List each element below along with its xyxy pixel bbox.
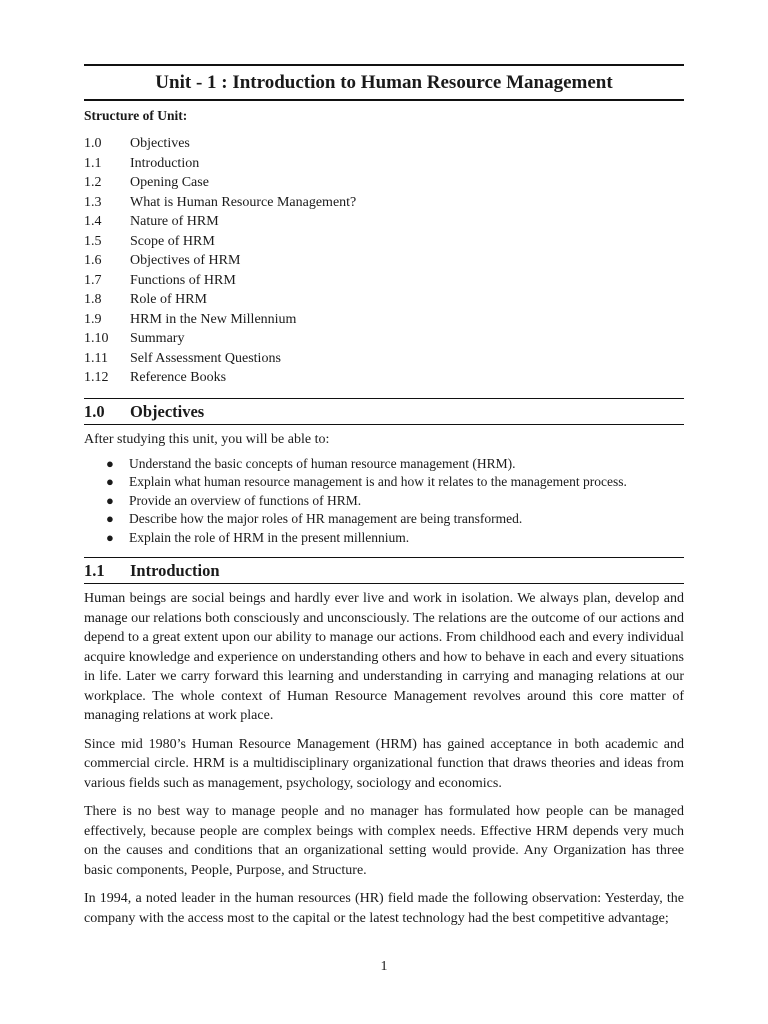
list-item <box>106 455 684 474</box>
list-item <box>106 510 684 529</box>
toc-number: 1.5 <box>84 233 102 249</box>
introduction-bottom-rule <box>84 583 684 584</box>
toc-label: Summary <box>130 331 185 346</box>
toc-item <box>84 310 684 330</box>
toc-label: Reference Books <box>130 370 227 385</box>
section-title: Objectives <box>130 401 205 421</box>
bullet-text: Understand the basic concepts of human resource management (HRM). <box>129 455 516 471</box>
objectives-list <box>106 455 684 548</box>
bullet-icon: ● <box>106 492 114 508</box>
bullet-icon: ● <box>106 529 114 545</box>
toc-number: 1.10 <box>84 331 109 346</box>
toc-item <box>84 349 684 369</box>
page-number: 1 <box>380 959 388 974</box>
toc-item <box>84 154 684 174</box>
toc-item <box>84 251 684 271</box>
section-title: Introduction <box>130 561 220 580</box>
toc-item <box>84 173 684 193</box>
toc-number: 1.3 <box>84 194 102 210</box>
list-item <box>106 473 684 492</box>
toc-number: 1.4 <box>84 214 102 229</box>
toc-label: Role of HRM <box>130 292 207 307</box>
bullet-text: Explain the role of HRM in the present millennium. <box>129 529 410 545</box>
objectives-bottom-rule <box>84 424 684 425</box>
section-number: 1.1 <box>84 561 105 580</box>
toc-number: 1.11 <box>84 350 108 366</box>
toc-label: Objectives of HRM <box>130 253 241 268</box>
toc-item <box>84 271 684 291</box>
toc-item <box>84 134 684 154</box>
body-paragraph: Human beings are social beings and hardly ever live and work in isolation. We always plan, develop and manage our relations both consciously and unconsciously. The relations are the outcome of our actions and depend to a great extent upon our ability to manage our actions. From childhood each and every individual acquire knowledge and experience on understanding others and how to behave in each and every situations in life. Later we carry forward this learning and understanding in carrying and managing relations at our workplace. The whole context of Human Resource Management revolves around this core matter of managing relations at work place. <box>84 591 684 723</box>
toc-label: What is Human Resource Management? <box>130 194 357 210</box>
toc-number: 1.1 <box>84 155 102 171</box>
body-paragraph: Since mid 1980’s Human Resource Management (HRM) has gained acceptance in both academic and commercial circle. HRM is a multidisciplinary organizational function that draws theories and ideas from various fields such as management, psychology, sociology and economics. <box>84 736 684 791</box>
section-number: 1.0 <box>84 401 105 421</box>
toc-item <box>84 368 684 388</box>
toc-number: 1.0 <box>84 136 102 151</box>
bullet-icon: ● <box>106 455 114 471</box>
toc-label: Introduction <box>130 155 200 171</box>
toc-number: 1.7 <box>84 272 102 288</box>
toc-number: 1.12 <box>84 370 109 385</box>
toc-item <box>84 232 684 252</box>
toc-label: Self Assessment Questions <box>130 350 281 366</box>
structure-label: Structure of Unit: <box>84 108 188 123</box>
bullet-text: Explain what human resource management is and how it relates to the management process. <box>129 474 627 489</box>
objectives-lead: After studying this unit, you will be able to: <box>84 431 330 447</box>
bullet-icon: ● <box>106 474 114 489</box>
document-page <box>84 64 684 937</box>
toc-number: 1.9 <box>84 311 102 327</box>
toc-number: 1.2 <box>84 175 102 190</box>
toc-label: Functions of HRM <box>130 272 236 288</box>
bullet-text: Describe how the major roles of HR management are being transformed. <box>129 511 523 526</box>
bullet-text: Provide an overview of functions of HRM. <box>129 492 362 508</box>
body-paragraph: In 1994, a noted leader in the human resources (HR) field made the following observation: Yesterday, the company with the access most to the capital or the latest technology had the best competitive advantage; <box>84 891 684 926</box>
list-item <box>106 492 684 511</box>
toc-number: 1.8 <box>84 292 102 307</box>
toc-item <box>84 193 684 213</box>
toc-label: HRM in the New Millennium <box>130 311 297 327</box>
list-item <box>106 529 684 548</box>
introduction-heading <box>84 558 684 583</box>
toc-label: Objectives <box>130 136 190 151</box>
title-bottom-rule <box>84 99 684 101</box>
toc-label: Scope of HRM <box>130 233 215 249</box>
bullet-icon: ● <box>106 511 114 526</box>
unit-structure-list <box>84 134 684 388</box>
objectives-heading <box>84 399 684 424</box>
toc-item <box>84 329 684 349</box>
body-paragraph: There is no best way to manage people and no manager has formulated how people can be managed effectively, because people are complex beings with complex needs. Effective HRM depends very much on the causes and conditions that an organizational setting would provide. Any Organization has three basic components, People, Purpose, and Structure. <box>84 804 684 878</box>
toc-item <box>84 212 684 232</box>
unit-title: Unit - 1 : Introduction to Human Resource Management <box>155 72 613 93</box>
toc-number: 1.6 <box>84 253 102 268</box>
toc-label: Nature of HRM <box>130 214 219 229</box>
toc-item <box>84 290 684 310</box>
toc-label: Opening Case <box>130 175 209 190</box>
